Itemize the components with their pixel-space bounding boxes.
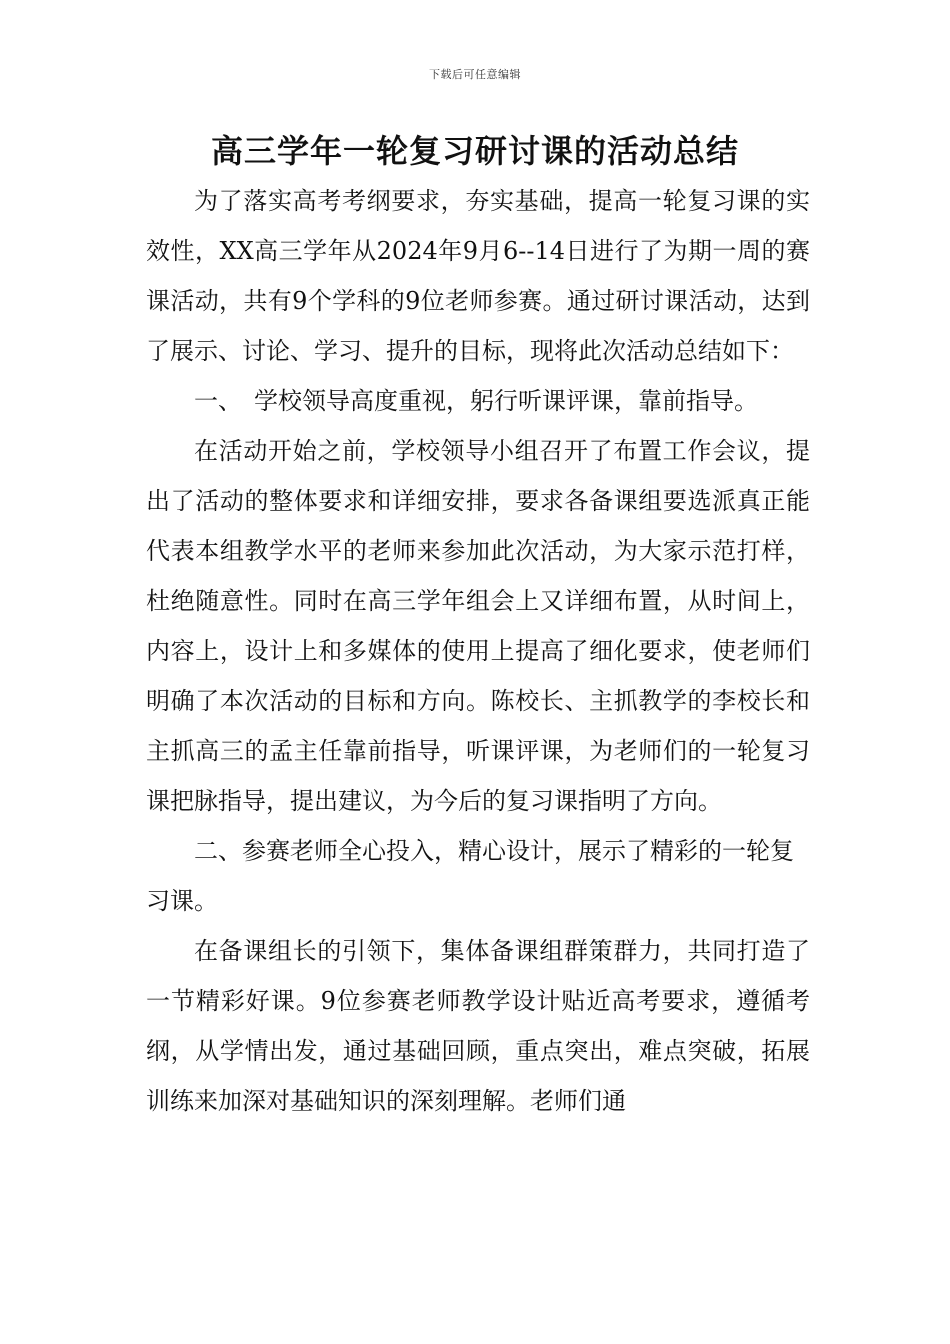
section-heading-1: 一、 学校领导高度重视，躬行听课评课，靠前指导。 xyxy=(194,387,758,415)
header-note: 下载后可任意编辑 xyxy=(429,68,521,81)
paragraph-intro: 为了落实高考考纲要求，夯实基础，提高一轮复习课的实效性，XX高三学年从2024年9月6--14日进行了为期一周的赛课活动，共有9个学科的9位老师参赛。通过研讨课活动，达到了展示、讨论、学习、提升的目标，现将此次活动总结如下： xyxy=(146,187,810,365)
document-body xyxy=(146,176,810,1126)
section-heading-2: 二、参赛老师全心投入，精心设计，展示了精彩的一轮复习课。 xyxy=(146,837,794,915)
paragraph-section-2: 在备课组长的引领下，集体备课组群策群力，共同打造了一节精彩好课。9位参赛老师教学设计贴近高考要求，遵循考纲，从学情出发，通过基础回顾，重点突出，难点突破，拓展训练来加深对基础知识的深刻理解。老师们通 xyxy=(146,937,810,1115)
paragraph-section-1: 在活动开始之前，学校领导小组召开了布置工作会议，提出了活动的整体要求和详细安排，要求各备课组要选派真正能代表本组教学水平的老师来参加此次活动，为大家示范打样，杜绝随意性。同时在高三学年组会上又详细布置，从时间上，内容上，设计上和多媒体的使用上提高了细化要求，使老师们明确了本次活动的目标和方向。陈校长、主抓教学的李校长和主抓高三的孟主任靠前指导，听课评课，为老师们的一轮复习课把脉指导，提出建议，为今后的复习课指明了方向。 xyxy=(146,437,810,815)
document-title: 高三学年一轮复习研讨课的活动总结 xyxy=(210,132,739,170)
